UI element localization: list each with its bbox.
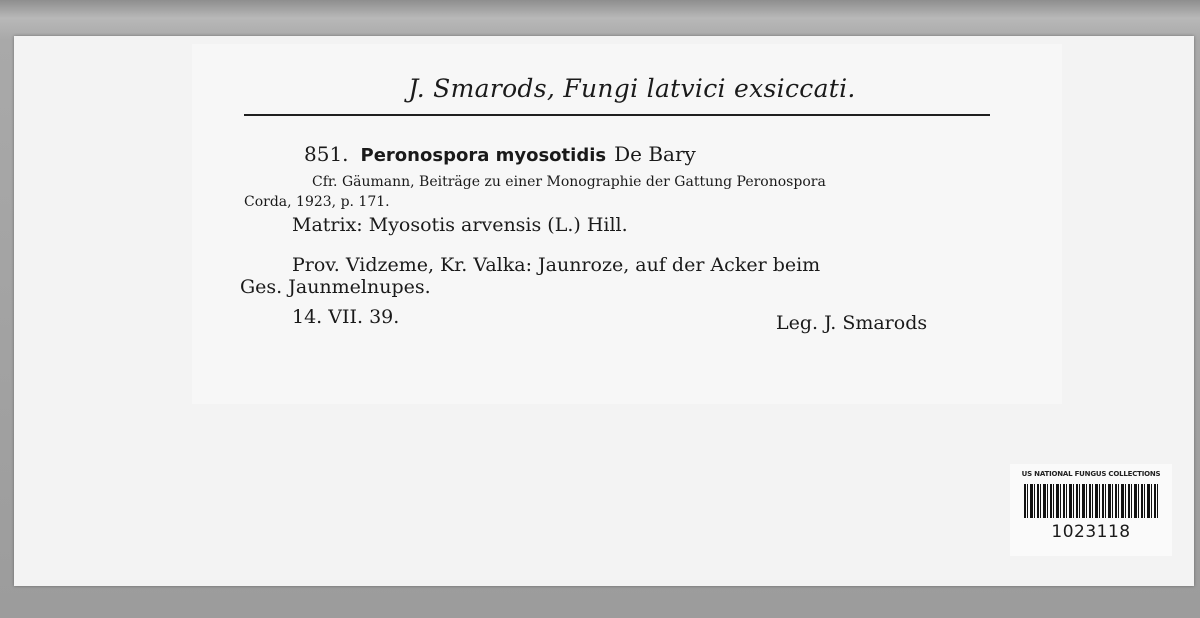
barcode-bars [1024, 484, 1160, 518]
label-title: J. Smarods, Fungi latvici exsiccati. [408, 74, 856, 103]
reference-line-2: Corda, 1923, p. 171. [244, 194, 390, 210]
locality-line-2: Ges. Jaunmelnupes. [240, 276, 431, 298]
specimen-label [192, 44, 1062, 404]
title-rule [244, 114, 990, 116]
barcode-label [1010, 464, 1172, 556]
species-line [304, 142, 696, 166]
herbarium-sheet [14, 36, 1194, 586]
collection-date: 14. VII. 39. [292, 306, 400, 328]
species-name: Peronospora myosotidis [360, 145, 607, 166]
barcode-header: US NATIONAL FUNGUS COLLECTIONS [1021, 470, 1161, 478]
exsiccata-number: 851. [304, 142, 349, 166]
matrix-line: Matrix: Myosotis arvensis (L.) Hill. [292, 214, 628, 236]
barcode-number: 1023118 [1051, 522, 1131, 542]
reference-line-1: Cfr. Gäumann, Beiträge zu einer Monographie der Gattung Peronospora [312, 174, 826, 190]
species-author: De Bary [614, 142, 696, 166]
locality-line-1: Prov. Vidzeme, Kr. Valka: Jaunroze, auf der Acker beim [292, 254, 821, 276]
collector-line: Leg. J. Smarods [776, 312, 928, 334]
